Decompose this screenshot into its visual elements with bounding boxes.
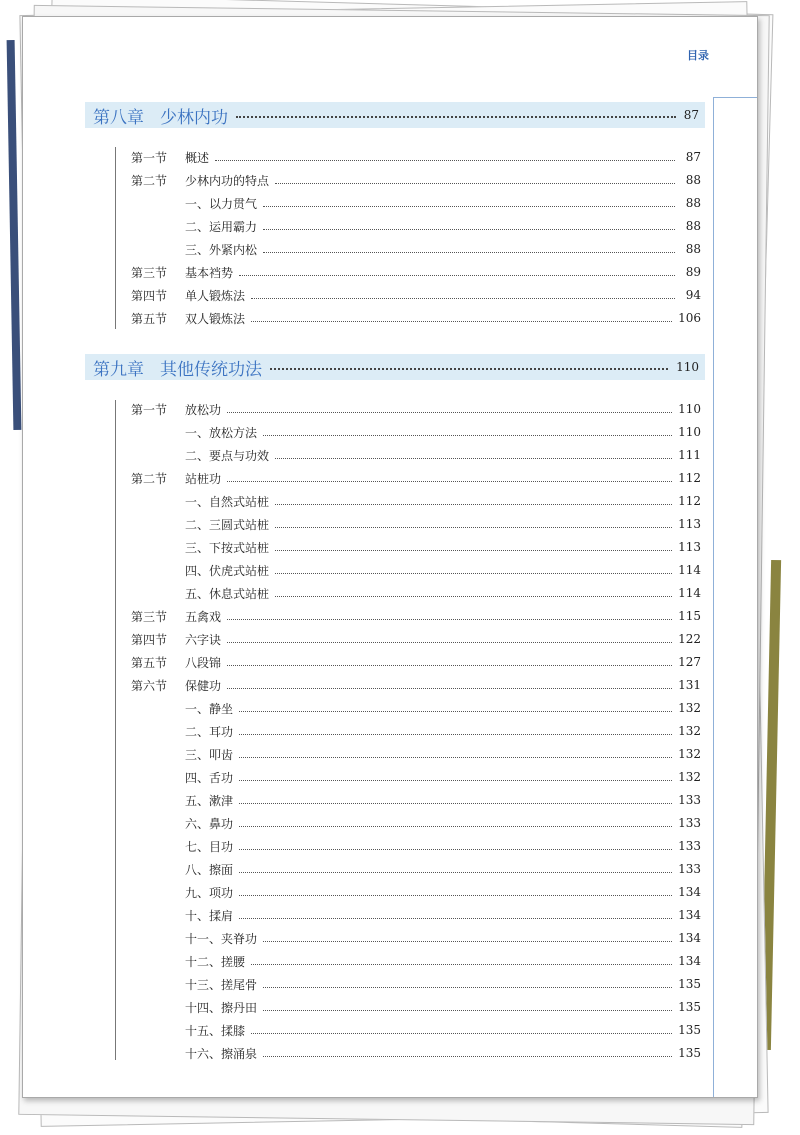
frame-line: [713, 97, 757, 98]
dot-leader: [251, 964, 672, 965]
entry-page: 132: [678, 770, 701, 784]
entry-title: 一、静坐: [185, 701, 234, 716]
entry-title: 十二、搓腰: [185, 954, 246, 969]
entry-title: 六、鼻功: [185, 816, 234, 831]
toc-entry[interactable]: [131, 537, 701, 557]
entry-page: 122: [678, 632, 701, 646]
dot-leader: [239, 275, 675, 276]
chapter-number: 第八章: [93, 107, 144, 128]
entry-title: 八段锦: [185, 655, 222, 670]
toc-entry[interactable]: [131, 767, 701, 787]
entry-page: 132: [678, 724, 701, 738]
section-bar: [115, 400, 116, 1060]
section-number: 第二节: [131, 471, 168, 486]
entry-page: 88: [685, 196, 701, 210]
dot-leader: [263, 1010, 672, 1011]
section-number: 第五节: [131, 311, 168, 326]
section-number: 第五节: [131, 655, 168, 670]
toc-page: [22, 16, 758, 1098]
entry-page: 133: [678, 862, 701, 876]
entry-title: 四、舌功: [185, 770, 234, 785]
dot-leader: [239, 918, 672, 919]
dot-leader: [263, 435, 672, 436]
toc-entry[interactable]: [131, 445, 701, 465]
entry-page: 106: [678, 311, 701, 325]
entry-title: 二、耳功: [185, 724, 234, 739]
entry-title: 九、项功: [185, 885, 234, 900]
entry-title: 双人锻炼法: [185, 311, 246, 326]
dot-leader: [263, 229, 675, 230]
entry-title: 五、休息式站桩: [185, 586, 270, 601]
toc-entry[interactable]: [131, 997, 701, 1017]
dot-leader: [239, 780, 672, 781]
dot-leader: [227, 665, 672, 666]
entry-page: 134: [678, 931, 701, 945]
toc-entry[interactable]: [131, 951, 701, 971]
entry-title: 七、目功: [185, 839, 234, 854]
dot-leader: [227, 688, 672, 689]
dot-leader: [239, 872, 672, 873]
frame-line: [713, 97, 714, 1097]
toc-entry[interactable]: [131, 698, 701, 718]
toc-entry[interactable]: [131, 629, 701, 649]
dot-leader: [227, 619, 672, 620]
entry-page: 115: [678, 609, 701, 623]
chapter-page: 110: [676, 360, 699, 374]
entry-title: 五、漱津: [185, 793, 234, 808]
entry-page: 134: [678, 885, 701, 899]
entry-page: 94: [685, 288, 701, 302]
entry-page: 110: [678, 425, 701, 439]
entry-title: 单人锻炼法: [185, 288, 246, 303]
dot-leader: [251, 321, 672, 322]
entry-page: 88: [685, 173, 701, 187]
toc-entry[interactable]: [131, 1043, 701, 1063]
entry-title: 三、叩齿: [185, 747, 234, 762]
entry-title: 十一、夹脊功: [185, 931, 258, 946]
dot-leader: [227, 412, 672, 413]
entry-page: 135: [678, 977, 701, 991]
entry-title: 保健功: [185, 678, 222, 693]
entry-title: 六字诀: [185, 632, 222, 647]
dot-leader: [263, 206, 675, 207]
running-header: 目录: [687, 49, 709, 62]
entry-page: 135: [678, 1046, 701, 1060]
toc-entry[interactable]: [131, 468, 701, 488]
toc-entry[interactable]: [131, 813, 701, 833]
entry-title: 五禽戏: [185, 609, 222, 624]
entry-page: 112: [678, 494, 701, 508]
entry-title: 十、揉肩: [185, 908, 234, 923]
dot-leader: [263, 987, 672, 988]
section-number: 第四节: [131, 288, 168, 303]
toc-entry[interactable]: [131, 285, 701, 305]
entry-page: 133: [678, 816, 701, 830]
section-number: 第六节: [131, 678, 168, 693]
entry-page: 134: [678, 908, 701, 922]
entry-title: 一、以力贯气: [185, 196, 258, 211]
section-number: 第三节: [131, 265, 168, 280]
dot-leader: [239, 895, 672, 896]
entry-page: 88: [685, 242, 701, 256]
dot-leader: [239, 849, 672, 850]
entry-title: 十五、揉膝: [185, 1023, 246, 1038]
toc-entry[interactable]: [131, 882, 701, 902]
toc-entry[interactable]: [131, 560, 701, 580]
dot-leader: [263, 941, 672, 942]
toc-entry[interactable]: [131, 583, 701, 603]
dot-leader: [239, 711, 672, 712]
entry-title: 三、下按式站桩: [185, 540, 270, 555]
toc-entry[interactable]: [131, 514, 701, 534]
entry-title: 二、运用霸力: [185, 219, 258, 234]
dot-leader: [275, 550, 672, 551]
entry-title: 八、擦面: [185, 862, 234, 877]
toc-entry[interactable]: [131, 675, 701, 695]
entry-page: 127: [678, 655, 701, 669]
entry-title: 一、自然式站桩: [185, 494, 270, 509]
entry-page: 113: [678, 517, 701, 531]
toc-entry[interactable]: [131, 974, 701, 994]
toc-entry[interactable]: [131, 147, 701, 167]
entry-title: 少林内功的特点: [185, 173, 270, 188]
toc-entry[interactable]: [131, 422, 701, 442]
toc-entry[interactable]: [131, 721, 701, 741]
toc-entry[interactable]: [131, 836, 701, 856]
dot-leader: [227, 481, 672, 482]
dot-leader: [236, 116, 676, 118]
toc-entry[interactable]: [131, 170, 701, 190]
dot-leader: [275, 458, 672, 459]
toc-entry[interactable]: [131, 193, 701, 213]
toc-entry[interactable]: [131, 491, 701, 511]
background-page-accent: [7, 40, 22, 430]
entry-page: 133: [678, 793, 701, 807]
entry-title: 二、三圆式站桩: [185, 517, 270, 532]
dot-leader: [227, 642, 672, 643]
section-number: 第二节: [131, 173, 168, 188]
entry-title: 三、外紧内松: [185, 242, 258, 257]
dot-leader: [251, 298, 675, 299]
chapter-number: 第九章: [93, 359, 144, 380]
entry-page: 133: [678, 839, 701, 853]
toc-entry[interactable]: [131, 652, 701, 672]
toc-entry[interactable]: [131, 1020, 701, 1040]
section-number: 第三节: [131, 609, 168, 624]
entry-title: 二、要点与功效: [185, 448, 270, 463]
entry-page: 113: [678, 540, 701, 554]
toc-entry[interactable]: [131, 744, 701, 764]
toc-entry[interactable]: [131, 262, 701, 282]
chapter-heading[interactable]: [85, 354, 705, 380]
dot-leader: [270, 368, 668, 370]
entry-page: 135: [678, 1023, 701, 1037]
entry-page: 111: [678, 448, 701, 462]
dot-leader: [239, 757, 672, 758]
section-number: 第一节: [131, 150, 168, 165]
dot-leader: [275, 596, 672, 597]
toc-entry[interactable]: [131, 928, 701, 948]
entry-page: 134: [678, 954, 701, 968]
entry-title: 四、伏虎式站桩: [185, 563, 270, 578]
toc-entry[interactable]: [131, 905, 701, 925]
entry-title: 十三、搓尾骨: [185, 977, 258, 992]
toc-entry[interactable]: [131, 308, 701, 328]
section-number: 第四节: [131, 632, 168, 647]
dot-leader: [275, 573, 672, 574]
dot-leader: [251, 1033, 672, 1034]
dot-leader: [239, 734, 672, 735]
entry-page: 87: [685, 150, 701, 164]
dot-leader: [275, 504, 672, 505]
entry-page: 131: [678, 678, 701, 692]
entry-title: 概述: [185, 150, 210, 165]
dot-leader: [239, 803, 672, 804]
entry-page: 132: [678, 747, 701, 761]
dot-leader: [275, 183, 675, 184]
chapter-title: 少林内功: [160, 107, 228, 128]
chapter-heading[interactable]: [85, 102, 705, 128]
entry-page: 88: [685, 219, 701, 233]
section-number: 第一节: [131, 402, 168, 417]
dot-leader: [215, 160, 675, 161]
entry-page: 114: [678, 586, 701, 600]
chapter-page: 87: [683, 108, 699, 122]
toc-entry[interactable]: [131, 216, 701, 236]
toc-entry[interactable]: [131, 606, 701, 626]
entry-title: 站桩功: [185, 471, 222, 486]
dot-leader: [263, 252, 675, 253]
entry-page: 135: [678, 1000, 701, 1014]
entry-page: 110: [678, 402, 701, 416]
entry-page: 112: [678, 471, 701, 485]
dot-leader: [263, 1056, 672, 1057]
dot-leader: [239, 826, 672, 827]
entry-title: 十四、擦丹田: [185, 1000, 258, 1015]
dot-leader: [275, 527, 672, 528]
toc-entry[interactable]: [131, 790, 701, 810]
entry-page: 114: [678, 563, 701, 577]
toc-entry[interactable]: [131, 399, 701, 419]
entry-page: 132: [678, 701, 701, 715]
entry-page: 89: [685, 265, 701, 279]
entry-title: 十六、擦涌泉: [185, 1046, 258, 1061]
section-bar: [115, 147, 116, 329]
toc-entry[interactable]: [131, 239, 701, 259]
entry-title: 一、放松方法: [185, 425, 258, 440]
chapter-title: 其他传统功法: [160, 359, 262, 380]
toc-entry[interactable]: [131, 859, 701, 879]
entry-title: 基本裆势: [185, 265, 234, 280]
entry-title: 放松功: [185, 402, 222, 417]
